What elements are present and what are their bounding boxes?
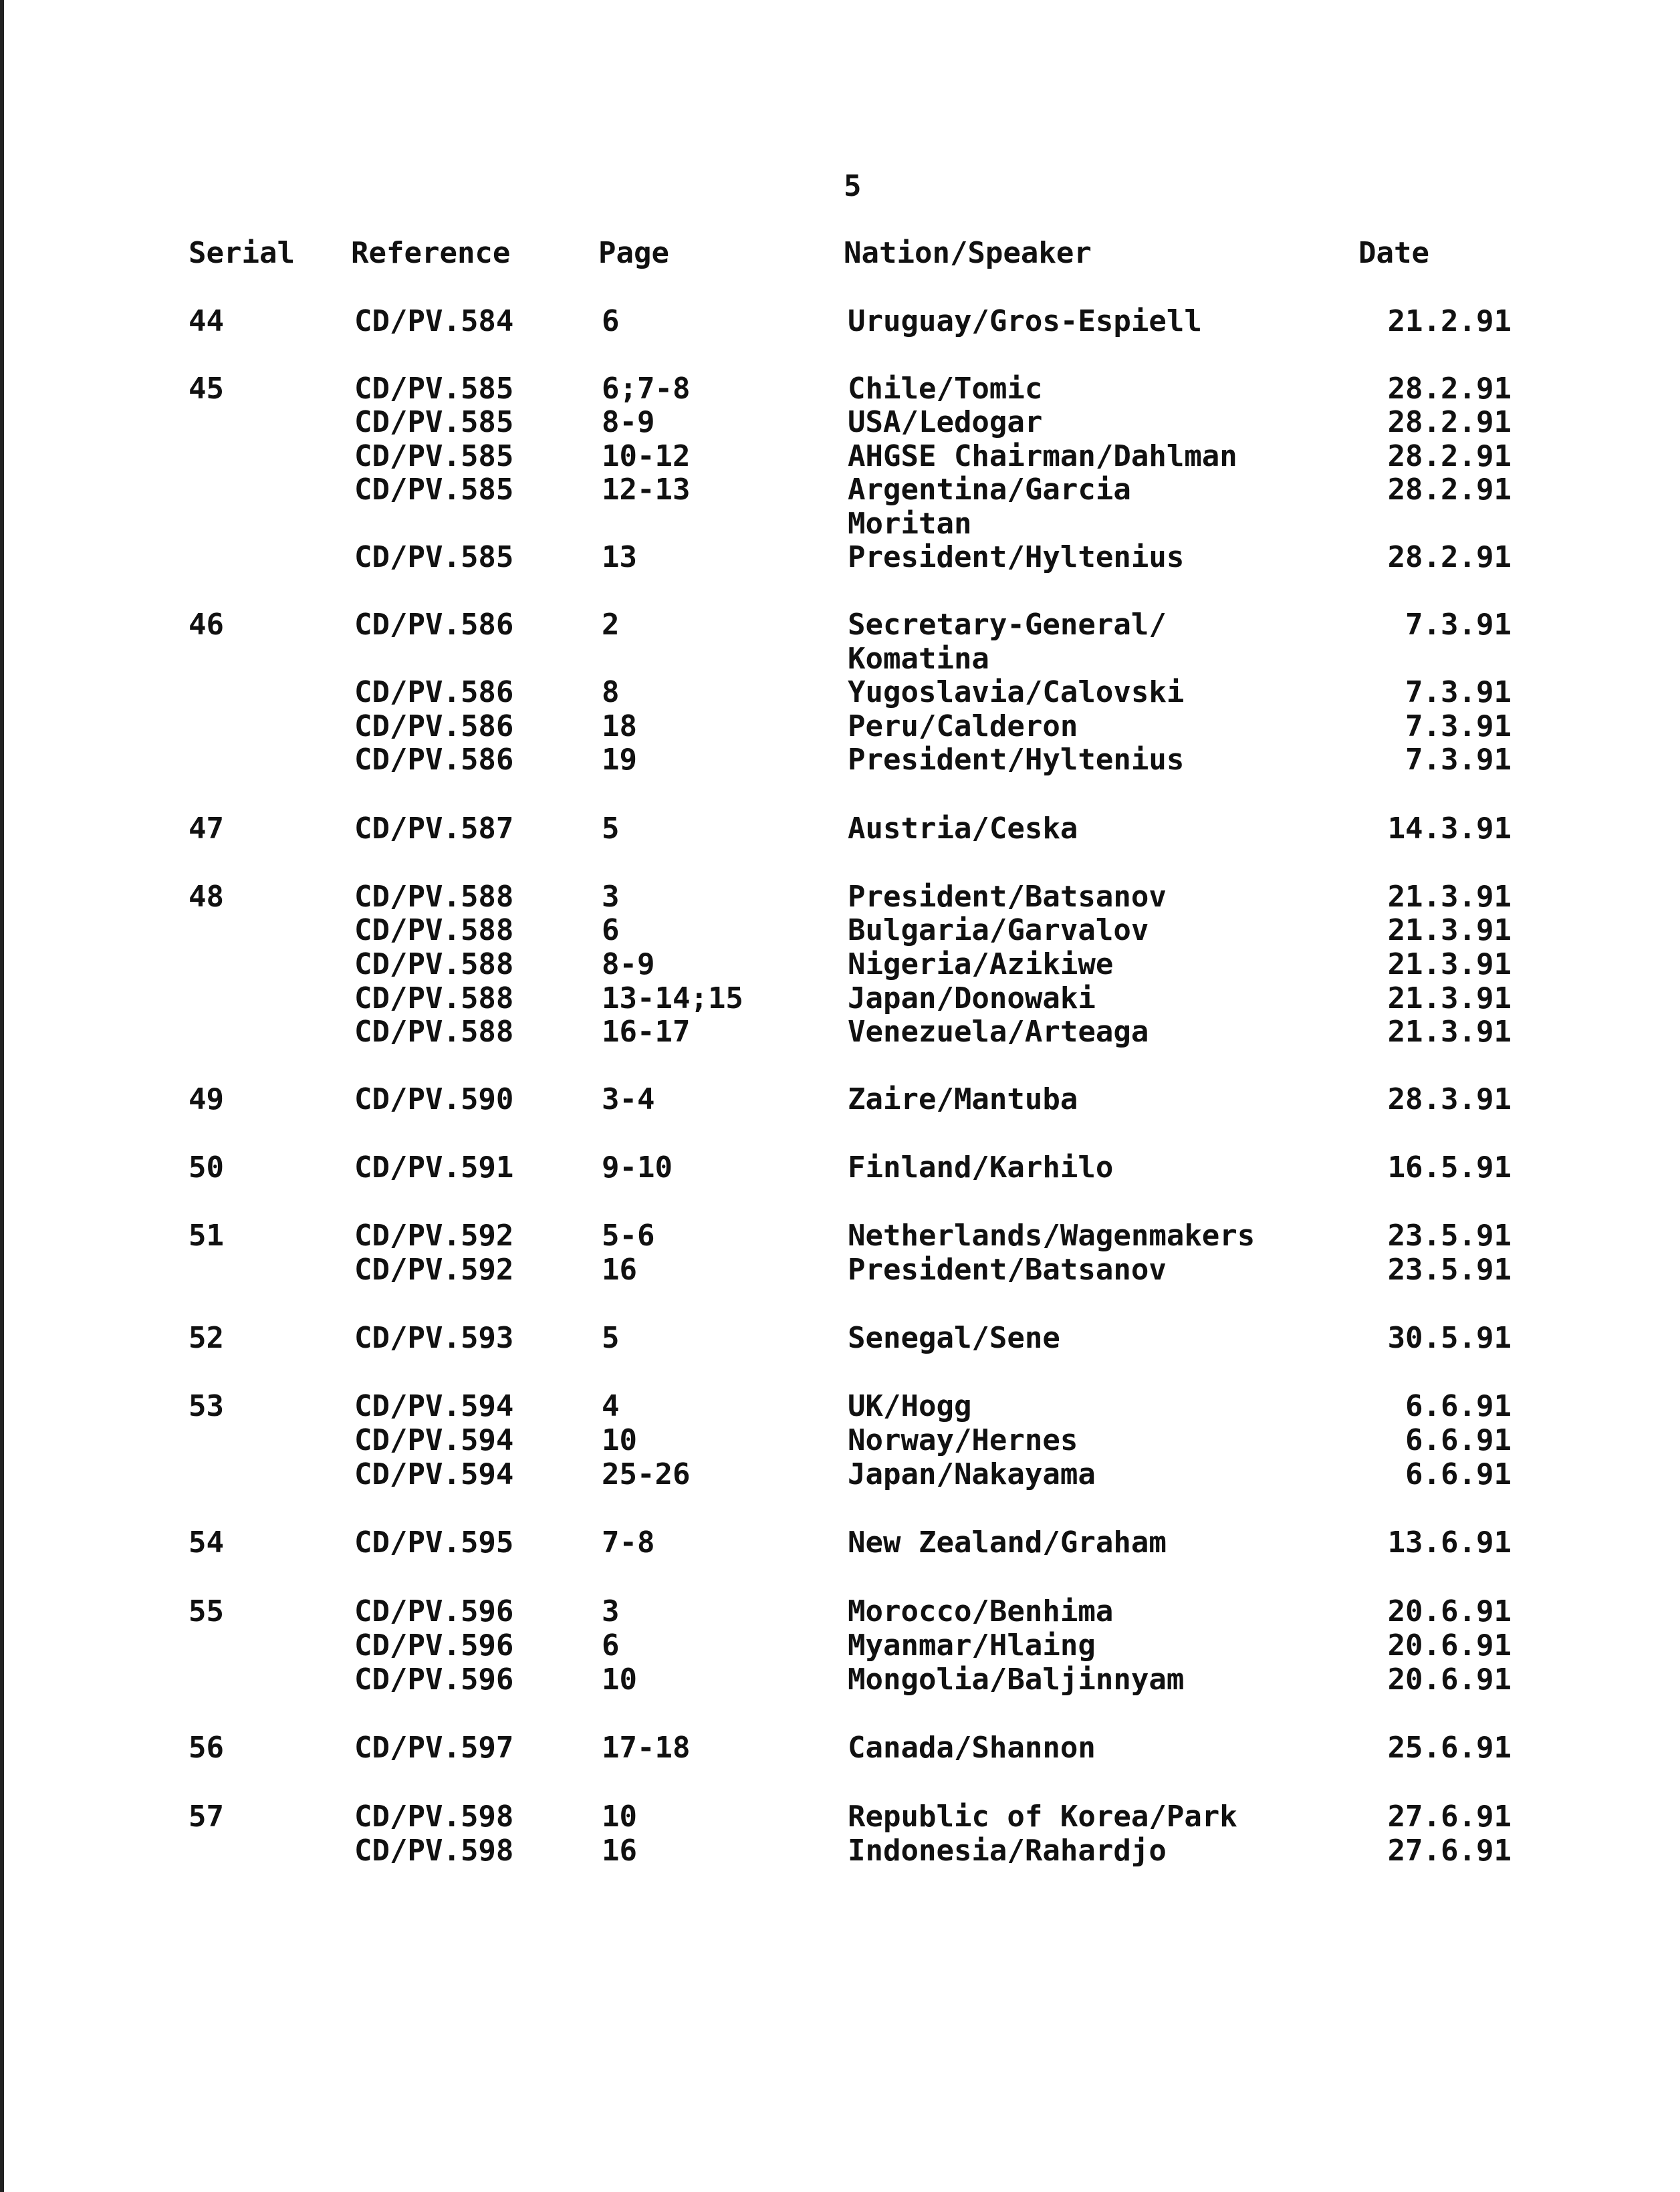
serial-cell: 57 [189,1800,224,1834]
page-cell: 3-4 [602,1082,655,1116]
serial-cell: 44 [189,304,224,338]
serial-cell: 54 [189,1526,224,1560]
date-cell: 14.3.91 [1387,812,1512,846]
reference-cell: CD/PV.596 [354,1663,514,1697]
serial-cell: 56 [189,1731,224,1765]
reference-cell: CD/PV.585 [354,405,514,439]
date-cell: 20.6.91 [1387,1663,1512,1697]
nation-speaker-cell: Zaire/Mantuba [848,1082,1078,1116]
serial-cell: 55 [189,1594,224,1628]
nation-speaker-cell: President/Hyltenius [848,540,1185,574]
nation-speaker-cell: Bulgaria/Garvalov [848,913,1149,947]
page-cell: 13 [602,540,637,574]
nation-speaker-cell: Republic of Korea/Park [848,1800,1237,1834]
nation-speaker-cell: Senegal/Sene [848,1321,1060,1355]
page-cell: 5 [602,1321,620,1355]
reference-cell: CD/PV.598 [354,1834,514,1868]
reference-cell: CD/PV.585 [354,372,514,406]
date-cell: 20.6.91 [1387,1594,1512,1628]
date-cell: 28.3.91 [1387,1082,1512,1116]
nation-speaker-cell: USA/Ledogar [848,405,1043,439]
date-cell: 7.3.91 [1405,709,1512,743]
page-cell: 8-9 [602,405,655,439]
date-cell: 7.3.91 [1405,675,1512,709]
reference-cell: CD/PV.594 [354,1389,514,1423]
page-cell: 18 [602,709,637,743]
page-cell: 25-26 [602,1457,691,1491]
column-header-nation-speaker: Nation/Speaker [844,236,1092,270]
nation-speaker-cell: Japan/Nakayama [848,1457,1096,1491]
page-cell: 3 [602,880,620,914]
date-cell: 27.6.91 [1387,1800,1512,1834]
date-cell: 28.2.91 [1387,439,1512,473]
nation-speaker-cell: AHGSE Chairman/Dahlman [848,439,1237,473]
reference-cell: CD/PV.586 [354,608,514,642]
reference-cell: CD/PV.588 [354,947,514,981]
reference-cell: CD/PV.597 [354,1731,514,1765]
reference-cell: CD/PV.586 [354,709,514,743]
serial-cell: 53 [189,1389,224,1423]
date-cell: 7.3.91 [1405,608,1512,642]
nation-speaker-cell: Finland/Karhilo [848,1150,1114,1185]
page-cell: 9-10 [602,1150,673,1185]
nation-speaker-cell: Morocco/Benhima [848,1594,1114,1628]
serial-cell: 48 [189,880,224,914]
page-cell: 16-17 [602,1015,691,1049]
nation-speaker-cell: President/Batsanov [848,1253,1167,1287]
serial-cell: 52 [189,1321,224,1355]
nation-speaker-cell: Nigeria/Azikiwe [848,947,1114,981]
column-header-date: Date [1358,236,1429,270]
date-cell: 7.3.91 [1405,743,1512,777]
page-cell: 6 [602,1628,620,1663]
reference-cell: CD/PV.592 [354,1253,514,1287]
date-cell: 21.3.91 [1387,947,1512,981]
page-cell: 13-14;15 [602,981,743,1015]
date-cell: 21.3.91 [1387,913,1512,947]
nation-speaker-cell: Canada/Shannon [848,1731,1096,1765]
date-cell: 21.2.91 [1387,304,1512,338]
nation-speaker-cell: UK/Hogg [848,1389,972,1423]
page-cell: 6 [602,913,620,947]
reference-cell: CD/PV.594 [354,1423,514,1457]
nation-speaker-cell: Peru/Calderon [848,709,1078,743]
date-cell: 25.6.91 [1387,1731,1512,1765]
reference-cell: CD/PV.598 [354,1800,514,1834]
serial-cell: 49 [189,1082,224,1116]
nation-speaker-cell: Indonesia/Rahardjo [848,1834,1167,1868]
date-cell: 16.5.91 [1387,1150,1512,1185]
page-cell: 6;7-8 [602,372,691,406]
page-cell: 12-13 [602,473,691,507]
date-cell: 6.6.91 [1405,1457,1512,1491]
reference-cell: CD/PV.593 [354,1321,514,1355]
reference-cell: CD/PV.594 [354,1457,514,1491]
column-header-reference: Reference [351,236,511,270]
reference-cell: CD/PV.585 [354,473,514,507]
date-cell: 6.6.91 [1405,1389,1512,1423]
nation-speaker-cell: Venezuela/Arteaga [848,1015,1149,1049]
column-header-page: Page [598,236,669,270]
date-cell: 28.2.91 [1387,540,1512,574]
page-cell: 5-6 [602,1219,655,1253]
date-cell: 20.6.91 [1387,1628,1512,1663]
page-cell: 6 [602,304,620,338]
date-cell: 27.6.91 [1387,1834,1512,1868]
page-cell: 10 [602,1423,637,1457]
reference-cell: CD/PV.596 [354,1628,514,1663]
date-cell: 28.2.91 [1387,405,1512,439]
reference-cell: CD/PV.592 [354,1219,514,1253]
date-cell: 21.3.91 [1387,880,1512,914]
reference-cell: CD/PV.588 [354,880,514,914]
page-cell: 5 [602,812,620,846]
nation-speaker-cell: Japan/Donowaki [848,981,1096,1015]
page-cell: 10 [602,1663,637,1697]
nation-speaker-cell: President/Batsanov [848,880,1167,914]
serial-cell: 50 [189,1150,224,1185]
page-cell: 10 [602,1800,637,1834]
page-cell: 3 [602,1594,620,1628]
date-cell: 23.5.91 [1387,1219,1512,1253]
reference-cell: CD/PV.590 [354,1082,514,1116]
serial-cell: 47 [189,812,224,846]
page-number: 5 [844,169,862,203]
reference-cell: CD/PV.588 [354,913,514,947]
reference-cell: CD/PV.586 [354,743,514,777]
date-cell: 21.3.91 [1387,1015,1512,1049]
nation-speaker-cell: Chile/Tomic [848,372,1043,406]
page-cell: 4 [602,1389,620,1423]
nation-speaker-cell: Mongolia/Baljinnyam [848,1663,1185,1697]
nation-speaker-cell: Myanmar/Hlaing [848,1628,1096,1663]
date-cell: 23.5.91 [1387,1253,1512,1287]
serial-cell: 45 [189,372,224,406]
page-cell: 16 [602,1834,637,1868]
date-cell: 6.6.91 [1405,1423,1512,1457]
reference-cell: CD/PV.591 [354,1150,514,1185]
page-cell: 19 [602,743,637,777]
nation-speaker-cell: Austria/Ceska [848,812,1078,846]
page-cell: 17-18 [602,1731,691,1765]
nation-speaker-cell: President/Hyltenius [848,743,1185,777]
nation-speaker-cell: Norway/Hernes [848,1423,1078,1457]
reference-cell: CD/PV.585 [354,540,514,574]
column-header-serial: Serial [189,236,295,270]
nation-speaker-cell: Secretary-General/ Komatina [848,608,1167,676]
nation-speaker-cell: Uruguay/Gros-Espiell [848,304,1202,338]
reference-cell: CD/PV.584 [354,304,514,338]
date-cell: 30.5.91 [1387,1321,1512,1355]
reference-cell: CD/PV.588 [354,981,514,1015]
nation-speaker-cell: Argentina/Garcia Moritan [848,473,1131,541]
nation-speaker-cell: Yugoslavia/Calovski [848,675,1185,709]
page-cell: 7-8 [602,1526,655,1560]
date-cell: 21.3.91 [1387,981,1512,1015]
reference-cell: CD/PV.586 [354,675,514,709]
nation-speaker-cell: Netherlands/Wagenmakers [848,1219,1255,1253]
date-cell: 13.6.91 [1387,1526,1512,1560]
page-cell: 16 [602,1253,637,1287]
serial-cell: 46 [189,608,224,642]
serial-cell: 51 [189,1219,224,1253]
reference-cell: CD/PV.596 [354,1594,514,1628]
page-cell: 8 [602,675,620,709]
nation-speaker-cell: New Zealand/Graham [848,1526,1167,1560]
reference-cell: CD/PV.585 [354,439,514,473]
page-cell: 10-12 [602,439,691,473]
date-cell: 28.2.91 [1387,473,1512,507]
reference-cell: CD/PV.595 [354,1526,514,1560]
date-cell: 28.2.91 [1387,372,1512,406]
page-cell: 8-9 [602,947,655,981]
reference-cell: CD/PV.587 [354,812,514,846]
reference-cell: CD/PV.588 [354,1015,514,1049]
page-cell: 2 [602,608,620,642]
